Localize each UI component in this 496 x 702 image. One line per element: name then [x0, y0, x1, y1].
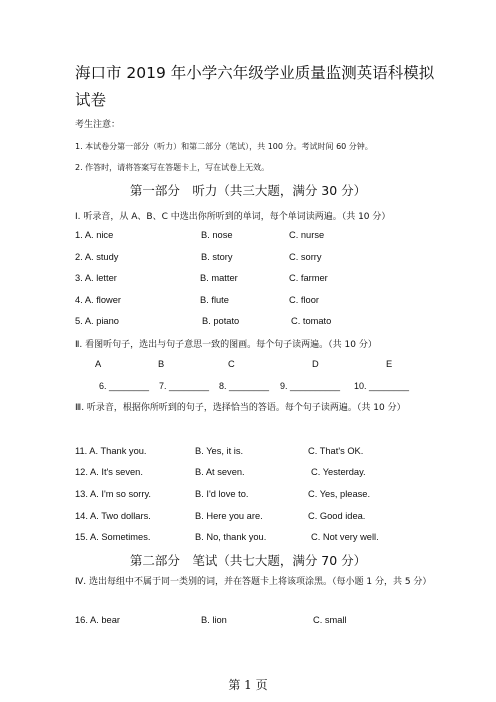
notice-heading: 考生注意： [75, 120, 121, 130]
question-row [75, 316, 455, 330]
question-row [75, 615, 455, 629]
question-row [75, 295, 455, 309]
option-b: B. lion [201, 615, 227, 625]
option-a: 12. A. It's seven. [75, 467, 143, 477]
question-row [75, 252, 455, 266]
option-c: C. Yesterday. [311, 467, 366, 477]
notice-line-1: 1. 本试卷分第一部分（听力）和第二部分（笔试），共 100 分。考试时间 60 分钟。 [75, 142, 373, 151]
option-b: B. I'd love to. [195, 489, 249, 499]
answer-blank: 6. ________ [99, 381, 150, 391]
question-row [75, 467, 455, 481]
question-row [75, 230, 455, 244]
answer-blanks [75, 381, 455, 395]
option-a: 1. A. nice [75, 230, 114, 240]
question-row [75, 446, 455, 460]
option-c: C. floor [289, 295, 319, 305]
question-row [75, 273, 455, 287]
picture-letters [75, 359, 455, 373]
question-row [75, 489, 455, 503]
option-b: B. flute [200, 295, 229, 305]
option-c: C. small [313, 615, 347, 625]
option-a: 11. A. Thank you. [75, 446, 147, 456]
picture-letter: D [312, 359, 319, 369]
option-c: C. Good idea. [308, 511, 366, 521]
page-title: 海口市 2019 年小学六年级学业质量监测英语科模拟试卷 [75, 64, 435, 109]
section-2-instruction: Ⅱ. 看图听句子，选出与句子意思一致的图画。每个句子读两遍。（共 10 分） [75, 340, 377, 350]
option-a: 16. A. bear [75, 615, 120, 625]
section-1-instruction: Ⅰ. 听录音，从 A、B、C 中选出你所听到的单词，每个单词读两遍。（共 10 分） [75, 212, 391, 222]
option-c: C. That's OK. [308, 446, 364, 456]
answer-blank: 9. __________ [280, 381, 341, 391]
answer-blank: 10. ________ [354, 381, 410, 391]
option-a: 5. A. piano [75, 316, 119, 326]
option-a: 15. A. Sometimes. [75, 532, 151, 542]
picture-letter: A [95, 359, 102, 369]
part2-heading: 第二部分 笔试（共七大题，满分 70 分） [129, 553, 367, 568]
part1-heading: 第一部分 听力（共三大题，满分 30 分） [129, 183, 367, 198]
option-b: B. Here you are. [195, 511, 263, 521]
section-3-instruction: Ⅲ. 听录音，根据你所听到的句子，选择恰当的答语。每个句子读两遍。（共 10 分） [75, 403, 406, 413]
option-b: B. story [201, 252, 233, 262]
option-b: B. No, thank you. [195, 532, 267, 542]
option-c: C. Not very well. [311, 532, 379, 542]
question-row [75, 532, 455, 546]
option-c: C. tomato [291, 316, 332, 326]
option-a: 13. A. I'm so sorry. [75, 489, 151, 499]
option-a: 2. A. study [75, 252, 119, 262]
option-c: C. nurse [289, 230, 325, 240]
notice-line-2: 2. 作答时，请将答案写在答题卡上，写在试卷上无效。 [75, 163, 270, 172]
option-b: B. Yes, it is. [195, 446, 244, 456]
option-a: 14. A. Two dollars. [75, 511, 151, 521]
page-number: 第 1 页 [228, 678, 268, 692]
option-b: B. matter [200, 273, 238, 283]
picture-letter: C [228, 359, 235, 369]
option-b: B. potato [202, 316, 240, 326]
option-b: B. nose [201, 230, 233, 240]
section-4-instruction: Ⅳ. 选出每组中不属于同一类别的词，并在答题卡上将该项涂黑。（每小题 1 分，共 5 分） [75, 577, 432, 587]
answer-blank: 8. ________ [219, 381, 270, 391]
question-row [75, 511, 455, 525]
option-a: 4. A. flower [75, 295, 121, 305]
picture-letter: E [386, 359, 393, 369]
picture-letter: B [158, 359, 165, 369]
option-a: 3. A. letter [75, 273, 117, 283]
option-c: C. farmer [289, 273, 328, 283]
option-b: B. At seven. [195, 467, 245, 477]
option-c: C. sorry [289, 252, 322, 262]
answer-blank: 7. ________ [159, 381, 210, 391]
option-c: C. Yes, please. [308, 489, 371, 499]
